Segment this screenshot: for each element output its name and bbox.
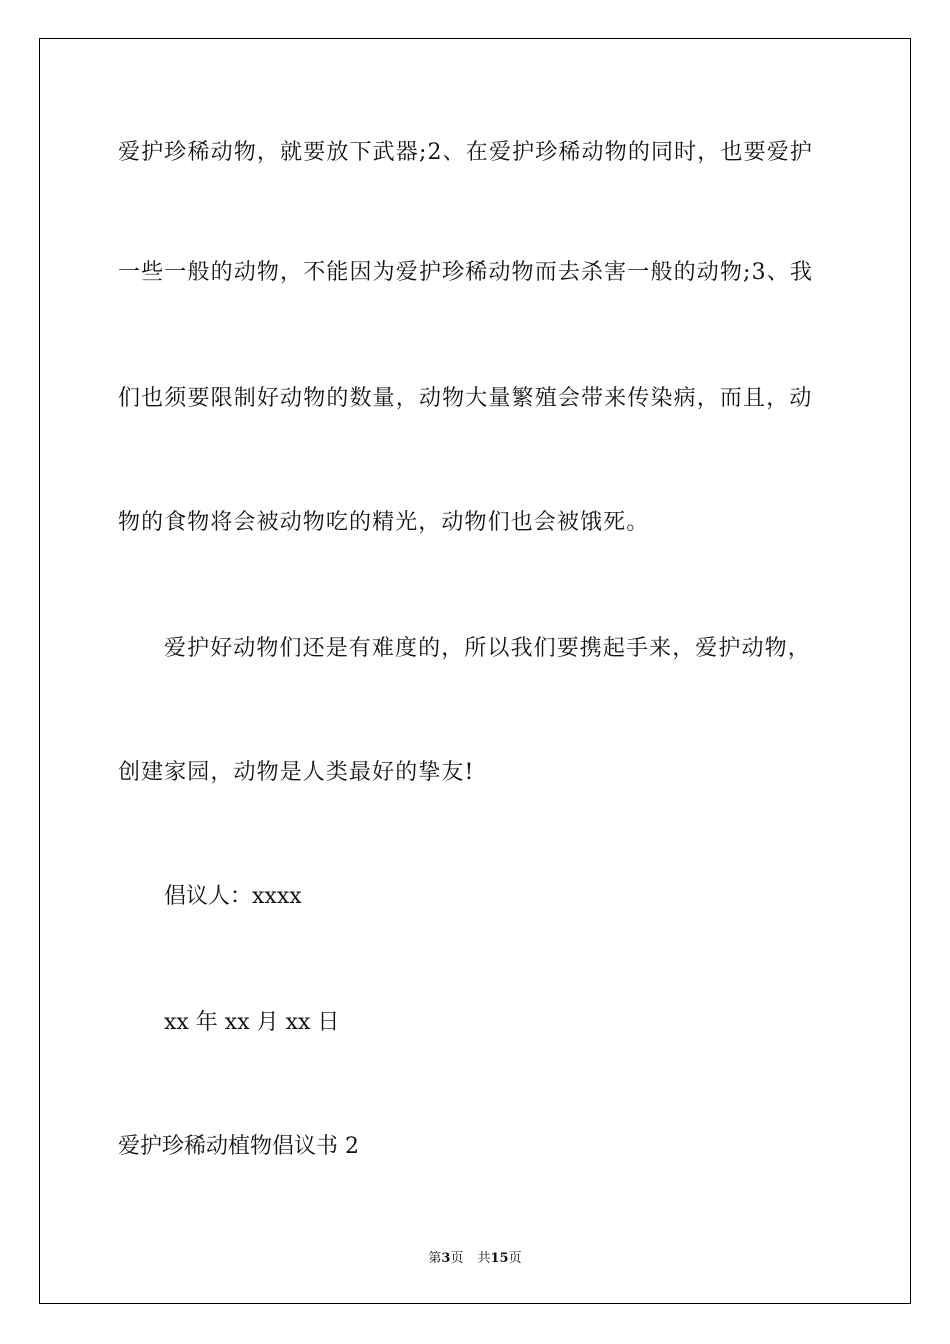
page-suffix: 页 [450, 1251, 464, 1266]
page-total: 15 [490, 1251, 509, 1266]
section-title: 爱护珍稀动植物倡议书 2 [118, 1134, 359, 1159]
page-current: 3 [441, 1251, 451, 1266]
total-prefix: 共 [477, 1251, 491, 1266]
page-prefix: 第 [428, 1251, 442, 1266]
total-suffix: 页 [508, 1251, 522, 1266]
date-line: xx 年 xx 月 xx 日 [164, 1010, 340, 1035]
page-footer [0, 1247, 950, 1266]
body-line: 创建家园，动物是人类最好的挚友! [118, 760, 475, 785]
body-line: 物的食物将会被动物吃的精光，动物们也会被饿死。 [118, 510, 650, 535]
body-line: 们也须要限制好动物的数量，动物大量繁殖会带来传染病，而且，动 [118, 386, 813, 411]
body-line: 一些一般的动物，不能因为爱护珍稀动物而去杀害一般的动物;3、我 [118, 260, 814, 285]
page-frame [39, 38, 911, 1304]
body-line: 爱护珍稀动物，就要放下武器;2、在爱护珍稀动物的同时，也要爱护 [118, 140, 814, 165]
signatory-line: 倡议人：xxxx [164, 884, 302, 909]
paragraph-line: 爱护好动物们还是有难度的，所以我们要携起手来，爱护动物， [164, 636, 811, 661]
